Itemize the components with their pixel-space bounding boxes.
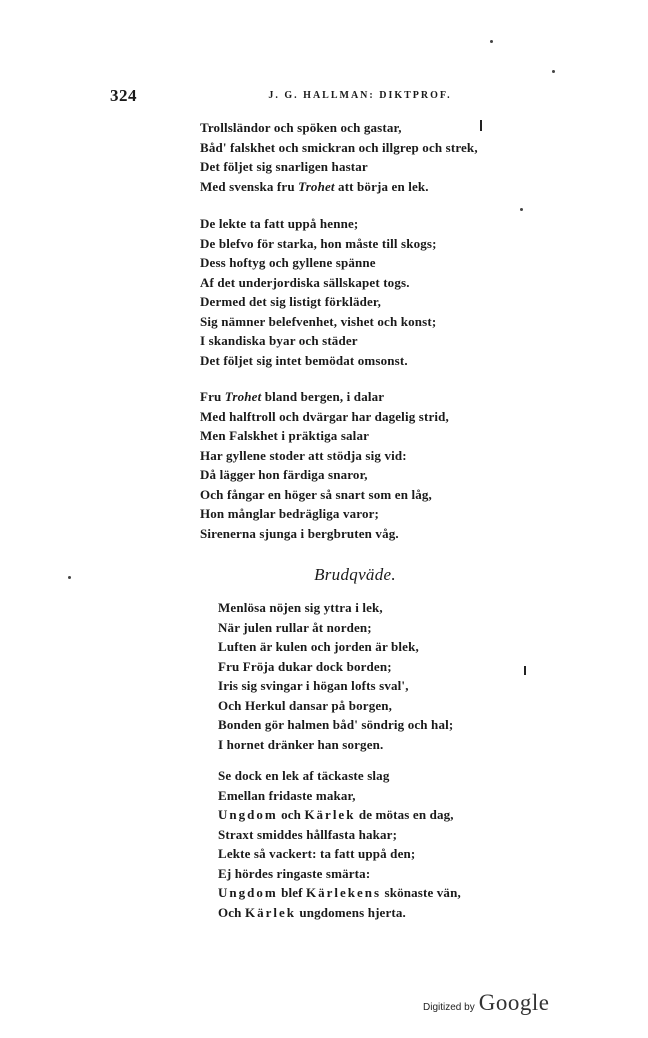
verse-line: Dess hoftyg och gyllene spänne <box>200 255 376 270</box>
verse-line: Sirenerna sjunga i bergbruten våg. <box>200 525 399 541</box>
verse-line: Och fångar en höger så snart som en låg, <box>200 486 432 502</box>
verse-line: Fru Trohet bland bergen, i dalar <box>200 389 385 404</box>
spaced-word: Kärlek <box>244 904 296 920</box>
verse-line: Menlösa nöjen sig yttra i lek, <box>218 600 383 615</box>
verse-line: Luften är kulen och jorden är blek, <box>218 639 419 654</box>
italic-word: Trohet <box>298 178 335 194</box>
verse-line: Af det underjordiska sällskapet togs. <box>200 274 410 290</box>
verse-line: Emellan fridaste makar, <box>218 787 356 803</box>
verse-line: De lekte ta fatt uppå henne; <box>200 216 359 231</box>
print-dot <box>490 40 493 43</box>
verse-line: Då lägger hon färdiga snaror, <box>200 467 368 482</box>
print-dot <box>68 576 71 579</box>
print-dot <box>520 208 523 211</box>
spaced-word: Kärlekens <box>306 885 382 900</box>
verse-line: Men Falskhet i präktiga salar <box>200 428 370 443</box>
verse-line: Sig nämner belefvenhet, vishet och konst; <box>200 313 437 329</box>
verse-line: Straxt smiddes hållfasta hakar; <box>218 826 398 842</box>
verse-line: Båd' falskhet och smickran och illgrep och strek, <box>200 139 478 155</box>
verse-line: Det följet sig snarligen hastar <box>200 159 368 174</box>
verse-line: Dermed det sig listigt förkläder, <box>200 294 382 309</box>
spaced-word: Ungdom <box>218 807 278 822</box>
verse-line: Ungdom blef Kärlekens skönaste vän, <box>218 885 461 900</box>
poem1-stanza-2 <box>200 214 437 370</box>
poem2-stanza-1 <box>218 598 453 754</box>
poem2-stanza-2 <box>218 766 461 922</box>
print-dot <box>552 70 555 73</box>
spaced-word: Kärlek <box>304 807 356 822</box>
print-mark <box>524 666 526 675</box>
verse-line: Lekte så vackert: ta fatt uppå den; <box>218 846 416 861</box>
verse-line: Bonden gör halmen båd' söndrig och hal; <box>218 717 454 732</box>
verse-line: Hon månglar bedrägliga varor; <box>200 506 380 521</box>
verse-line: De blefvo för starka, hon måste till skogs; <box>200 235 437 251</box>
verse-line: Det följet sig intet bemödat omsonst. <box>200 352 408 368</box>
google-logo: Google <box>478 990 550 1015</box>
poem-title: Brudqväde. <box>314 565 396 584</box>
verse-line: Fru Fröja dukar dock borden; <box>218 658 392 674</box>
verse-line: Och Kärlek ungdomens hjerta. <box>218 904 406 920</box>
verse-line: När julen rullar åt norden; <box>218 619 372 635</box>
verse-line: Trollsländor och spöken och gastar, <box>200 120 402 135</box>
verse-line: I skandiska byar och städer <box>200 333 358 348</box>
poem1-stanza-3 <box>200 387 449 543</box>
verse-line: I hornet dränker han sorgen. <box>218 736 384 752</box>
print-mark <box>480 120 482 131</box>
verse-line: Ej hördes ringaste smärta: <box>218 865 371 881</box>
verse-line: Och Herkul dansar på borgen, <box>218 697 393 713</box>
italic-word: Trohet <box>224 389 262 404</box>
digitized-footer <box>423 990 549 1016</box>
verse-line: Se dock en lek af täckaste slag <box>218 768 390 783</box>
verse-line: Med halftroll och dvärgar har dagelig strid, <box>200 408 449 424</box>
running-head: J. G. HALLMAN: DIKTPROF. <box>268 90 452 101</box>
page-number: 324 <box>110 86 137 105</box>
spaced-word: Ungdom <box>218 885 278 900</box>
verse-line: Med svenska fru Trohet att börja en lek. <box>200 178 429 194</box>
verse-line: Har gyllene stoder att stödja sig vid: <box>200 447 407 463</box>
digitized-by-label: Digitized by <box>423 1002 475 1013</box>
verse-line: Ungdom och Kärlek de mötas en dag, <box>218 807 454 822</box>
poem1-stanza-1 <box>200 118 478 196</box>
verse-line: Iris sig svingar i högan lofts sval', <box>218 678 409 693</box>
